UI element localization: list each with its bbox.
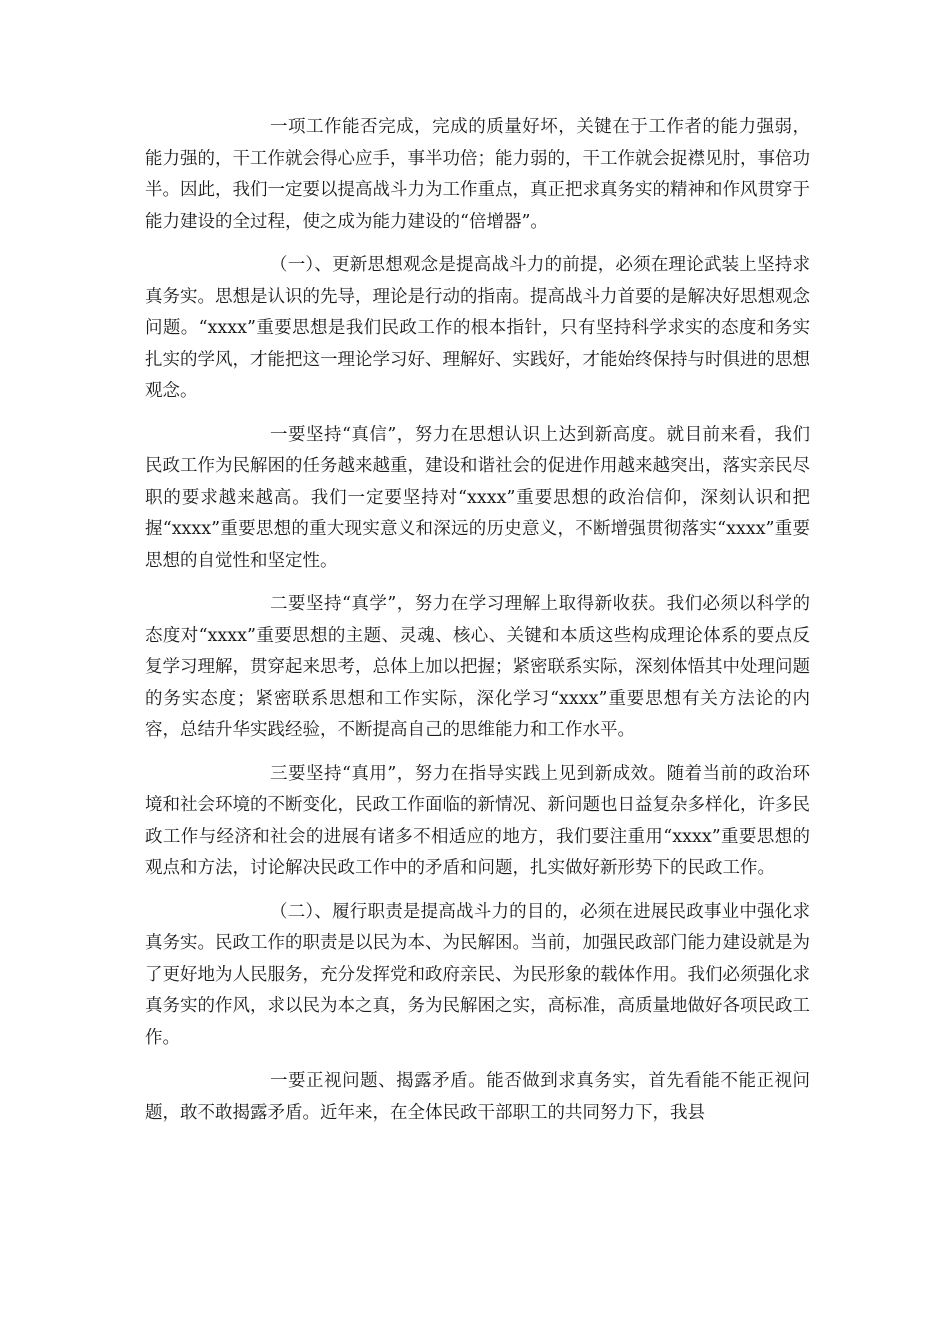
paragraph-section-1: （一）、更新思想观念是提高战斗力的前提，必须在理论武装上坚持求真务实。思想是认识的先导，理论是行动的指南。提高战斗力首要的是解决好思想观念问题。“xxxx”重要思想是我们民政工作的根本指针，只有坚持科学求实的态度和务实扎实的学风，才能把这一理论学习好、理解好、实践好，才能始终保持与时俱进的思想观念。 [145,255,810,401]
paragraph-face-problems: 一要正视问题、揭露矛盾。能否做到求真务实，首先看能不能正视问题，敢不敢揭露矛盾。近年来，在全体民政干部职工的共同努力下，我县 [145,1071,810,1123]
paragraph-intro: 一项工作能否完成，完成的质量好坏，关键在于工作者的能力强弱，能力强的，干工作就会得心应手，事半功倍；能力弱的，干工作就会捉襟见肘，事倍功半。因此，我们一定要以提高战斗力为工作重点，真正把求真务实的精神和作风贯穿于能力建设的全过程，使之成为能力建设的“倍增器”。 [145,117,810,232]
paragraph-true-use: 三要坚持“真用”，努力在指导实践上见到新成效。随着当前的政治环境和社会环境的不断变化，民政工作面临的新情况、新问题也日益复杂多样化，许多民政工作与经济和社会的进展有诸多不相适应的地方，我们要注重用“xxxx”重要思想的观点和方法，讨论解决民政工作中的矛盾和问题，扎实做好新形势下的民政工作。 [145,763,810,878]
paragraph-section-2: （二）、履行职责是提高战斗力的目的，必须在进展民政事业中强化求真务实。民政工作的职责是以民为本、为民解困。当前，加强民政部门能力建设就是为了更好地为人民服务，充分发挥党和政府亲民、为民形象的载体作用。我们必须强化求真务实的作风，求以民为本之真，务为民解困之实，高标准，高质量地做好各项民政工作。 [145,901,810,1048]
paragraph-true-study: 二要坚持“真学”，努力在学习理解上取得新收获。我们必须以科学的态度对“xxxx”重要思想的主题、灵魂、核心、关键和本质这些构成理论体系的要点反复学习理解，贯穿起来思考，总体上加以把握；紧密联系实际，深刻体悟其中处理问题的务实态度；紧密联系思想和工作实际，深化学习“xxxx”重要思想有关方法论的内容，总结升华实践经验，不断提高自己的思维能力和工作水平。 [145,594,810,740]
paragraph-true-belief: 一要坚持“真信”，努力在思想认识上达到新高度。就目前来看，我们民政工作为民解困的任务越来越重，建设和谐社会的促进作用越来越突出，落实亲民尽职的要求越来越高。我们一定要坚持对“xxxx”重要思想的政治信仰，深刻认识和把握“xxxx”重要思想的重大现实意义和深远的历史意义，不断增强贯彻落实“xxxx”重要思想的自觉性和坚定性。 [145,424,810,571]
body-text [145,112,810,1141]
